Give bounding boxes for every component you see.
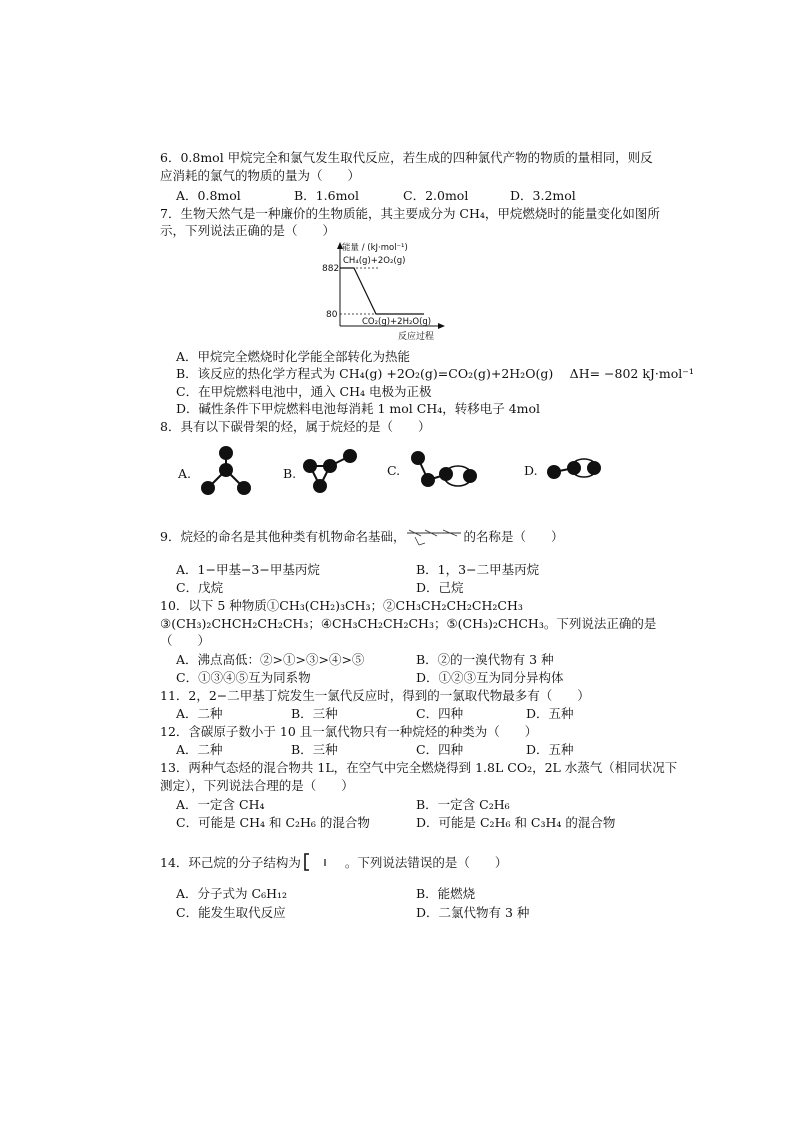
q8-option-d-label: D.	[524, 463, 538, 478]
q10-option-b: B．②的一溴代物有 3 种	[416, 652, 554, 667]
q7-ylabel: 能量 / (kJ·mol⁻¹)	[342, 243, 408, 253]
q7-low-value: 80	[326, 310, 338, 320]
q9-stem-after: 的名称是（ ）	[463, 529, 564, 544]
q9-stem	[160, 527, 563, 549]
carbon-atom	[303, 459, 317, 473]
q12-option-d: D．五种	[526, 742, 574, 757]
q7-high-value: 882	[322, 264, 340, 274]
q7-option-c: C．在甲烷燃料电池中，通入 CH₄ 电极为正极	[176, 384, 432, 399]
q14-option-c: C．能发生取代反应	[176, 905, 286, 920]
q8-skeleton-a	[196, 441, 258, 499]
carbon-atom	[421, 473, 435, 487]
q6-stem-line2: 应消耗的氯气的物质的量为（ ）	[160, 168, 361, 183]
carbon-atom	[547, 465, 561, 479]
carbon-atom	[587, 461, 601, 475]
carbon-atom	[343, 449, 357, 463]
q14-stem	[160, 851, 507, 873]
q11-option-c: C．四种	[416, 706, 464, 721]
q9-option-d: D．己烷	[416, 580, 464, 595]
q6-stem-line1: 6．0.8mol 甲烷完全和氯气发生取代反应，若生成的四种氯代产物的物质的量相同，则反	[160, 150, 653, 165]
q7-energy-diagram	[318, 238, 458, 344]
carbon-atom	[313, 479, 327, 493]
q7-option-d: D．碱性条件下甲烷燃料电池每消耗 1 mol CH₄，转移电子 4mol	[176, 401, 541, 416]
carbon-atom	[201, 481, 215, 495]
q11-option-d: D．五种	[526, 706, 574, 721]
q7-stem-line2: 示，下列说法正确的是（ ）	[160, 223, 336, 238]
carbon-atom	[219, 463, 233, 477]
carbon-atom	[463, 469, 477, 483]
q6-option-c: C．2.0mol	[403, 188, 469, 203]
q9-option-c: C．戊烷	[176, 580, 224, 595]
q7-products: CO₂(g)+2H₂O(g)	[362, 317, 432, 327]
q12-option-a: A．二种	[176, 742, 223, 757]
q8-skeleton-d	[542, 452, 608, 488]
q10-stem-line1: 10．以下 5 种物质①CH₃(CH₂)₃CH₃；②CH₃CH₂CH₂CH₂CH₃	[160, 598, 523, 613]
q12-option-b: B．三种	[291, 742, 338, 757]
q13-stem-line1: 13．两种气态烃的混合物共 1L，在空气中完全燃烧得到 1.8L CO₂，2L 水蒸气（相同状况下	[160, 760, 678, 775]
q14-option-a: A．分子式为 C₆H₁₂	[176, 886, 287, 901]
carbon-atom	[237, 481, 251, 495]
q11-stem: 11．2，2−二甲基丁烷发生一氯代反应时，得到的一氯取代物最多有（ ）	[160, 688, 590, 703]
q8-skeleton-b	[298, 446, 364, 496]
carbon-atom	[567, 461, 581, 475]
q10-stem-line2: ③(CH₃)₂CHCH₂CH₂CH₃；④CH₃CH₂CH₂CH₃；⑤(CH₃)₂CHCH₃。下列说法正确的是	[160, 616, 657, 631]
q9-option-a: A．1−甲基−3−甲基丙烷	[176, 562, 320, 577]
q14-stem-after: 。下列说法错误的是（ ）	[344, 855, 508, 870]
q11-option-b: B．三种	[291, 706, 338, 721]
q13-option-a: A．一定含 CH₄	[176, 797, 265, 812]
q7-reactants: CH₄(g)+2O₂(g)	[343, 256, 406, 266]
q12-stem: 12．含碳原子数小于 10 且一氯代物只有一种烷烃的种类为（ ）	[160, 724, 538, 739]
q8-stem: 8．具有以下碳骨架的烃，属于烷烃的是（ ）	[160, 419, 431, 434]
q10-option-a: A．沸点高低：②>①>③>④>⑤	[176, 652, 365, 667]
carbon-atom	[219, 446, 233, 460]
q6-option-b: B．1.6mol	[294, 188, 359, 203]
q6-option-d: D．3.2mol	[510, 188, 576, 203]
q13-option-d: D．可能是 C₂H₆ 和 C₃H₄ 的混合物	[416, 815, 616, 830]
q14-stem-before: 14．环己烷的分子结构为	[160, 855, 301, 870]
q9-structure-image	[405, 527, 463, 549]
q10-option-d: D．①②③互为同分异构体	[416, 670, 564, 685]
q14-option-b: B．能燃烧	[416, 886, 476, 901]
q9-option-b: B．1，3−二甲基丙烷	[416, 562, 540, 577]
q7-xlabel: 反应过程	[398, 332, 435, 342]
q11-option-a: A．二种	[176, 706, 223, 721]
q13-option-c: C．可能是 CH₄ 和 C₂H₆ 的混合物	[176, 815, 370, 830]
q10-stem-line3: （ ）	[160, 633, 211, 648]
q10-option-c: C．①③④⑤互为同系物	[176, 670, 311, 685]
cyclohexane-structure-image	[301, 851, 345, 873]
q12-option-c: C．四种	[416, 742, 464, 757]
q7-stem-line1: 7．生物天然气是一种廉价的生物质能，其主要成分为 CH₄，甲烷燃烧时的能量变化如图所	[160, 206, 660, 221]
q8-skeleton-c	[406, 446, 482, 496]
q14-option-d: D．二氯代物有 3 种	[416, 905, 530, 920]
q13-stem-line2: 测定），下列说法合理的是（ ）	[160, 778, 354, 793]
q8-option-b-label: B.	[283, 466, 297, 481]
carbon-atom	[411, 451, 425, 465]
q8-option-a-label: A.	[178, 466, 192, 481]
q8-option-c-label: C.	[387, 463, 401, 478]
carbon-atom	[323, 459, 337, 473]
carbon-atom	[439, 467, 453, 481]
q6-option-a: A．0.8mol	[176, 188, 241, 203]
q9-stem-before: 9．烷烃的命名是其他种类有机物命名基础，	[160, 529, 406, 544]
q13-option-b: B．一定含 C₂H₆	[416, 797, 510, 812]
q7-option-b: B．该反应的热化学方程式为 CH₄(g) +2O₂(g)=CO₂(g)+2H₂O(g) ΔH= −802 kJ·mol⁻¹	[176, 366, 694, 381]
q7-option-a: A．甲烷完全燃烧时化学能全部转化为热能	[176, 349, 411, 364]
